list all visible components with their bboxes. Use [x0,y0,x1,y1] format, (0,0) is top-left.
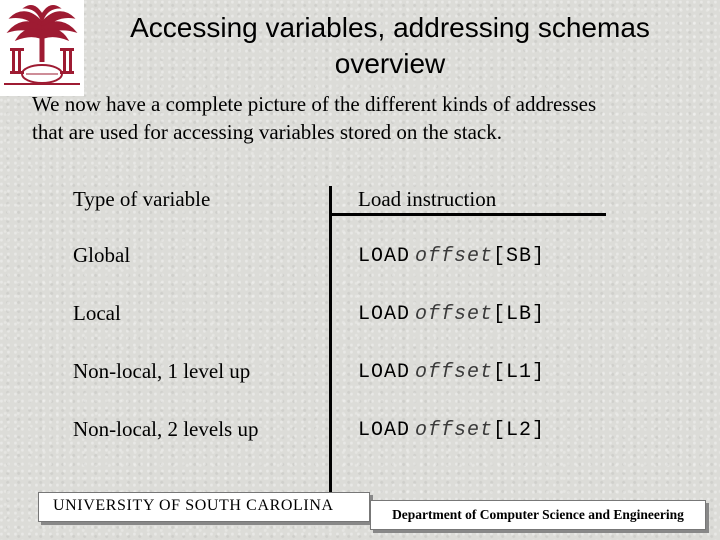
slide-title [88,10,692,82]
intro-paragraph [32,90,692,146]
university-seal-icon [0,0,84,96]
variable-type: Non-local, 2 levels up [73,417,259,441]
load-instruction [358,240,545,272]
table-row [0,298,720,328]
header-load-instruction: Load instruction [358,187,497,211]
university-name: UNIVERSITY OF SOUTH CAROLINA [53,497,334,514]
load-offset: offset [415,361,494,384]
header-type-of-variable: Type of variable [73,187,211,211]
variable-type: Global [73,243,131,267]
table-header-row [0,184,720,214]
slide-title-line-2: overview [334,48,446,79]
load-offset: offset [415,303,494,326]
load-opcode: LOAD [358,419,411,442]
table-vertical-divider [329,186,332,492]
table-row [0,240,720,270]
load-opcode: LOAD [358,361,411,384]
department-name: Department of Computer Science and Engineering [392,507,684,522]
intro-line-1: We now have a complete picture of the different kinds of addresses [32,92,597,116]
load-opcode: LOAD [358,303,411,326]
load-instruction [358,356,545,388]
university-footer [38,492,370,522]
load-offset: offset [415,419,494,442]
variable-type: Local [73,301,121,325]
load-register: [L2] [493,419,546,442]
table-row [0,356,720,386]
variable-type: Non-local, 1 level up [73,359,251,383]
university-logo [0,0,84,96]
slide-title-line-1: Accessing variables, addressing schemas [130,12,650,43]
load-opcode: LOAD [358,245,411,268]
load-offset: offset [415,245,494,268]
load-instruction [358,414,545,446]
load-register: [SB] [493,245,546,268]
department-footer [370,500,706,530]
table-row [0,414,720,444]
load-register: [L1] [493,361,546,384]
load-register: [LB] [493,303,546,326]
intro-line-2: that are used for accessing variables stored on the stack. [32,120,502,144]
load-instruction [358,298,545,330]
